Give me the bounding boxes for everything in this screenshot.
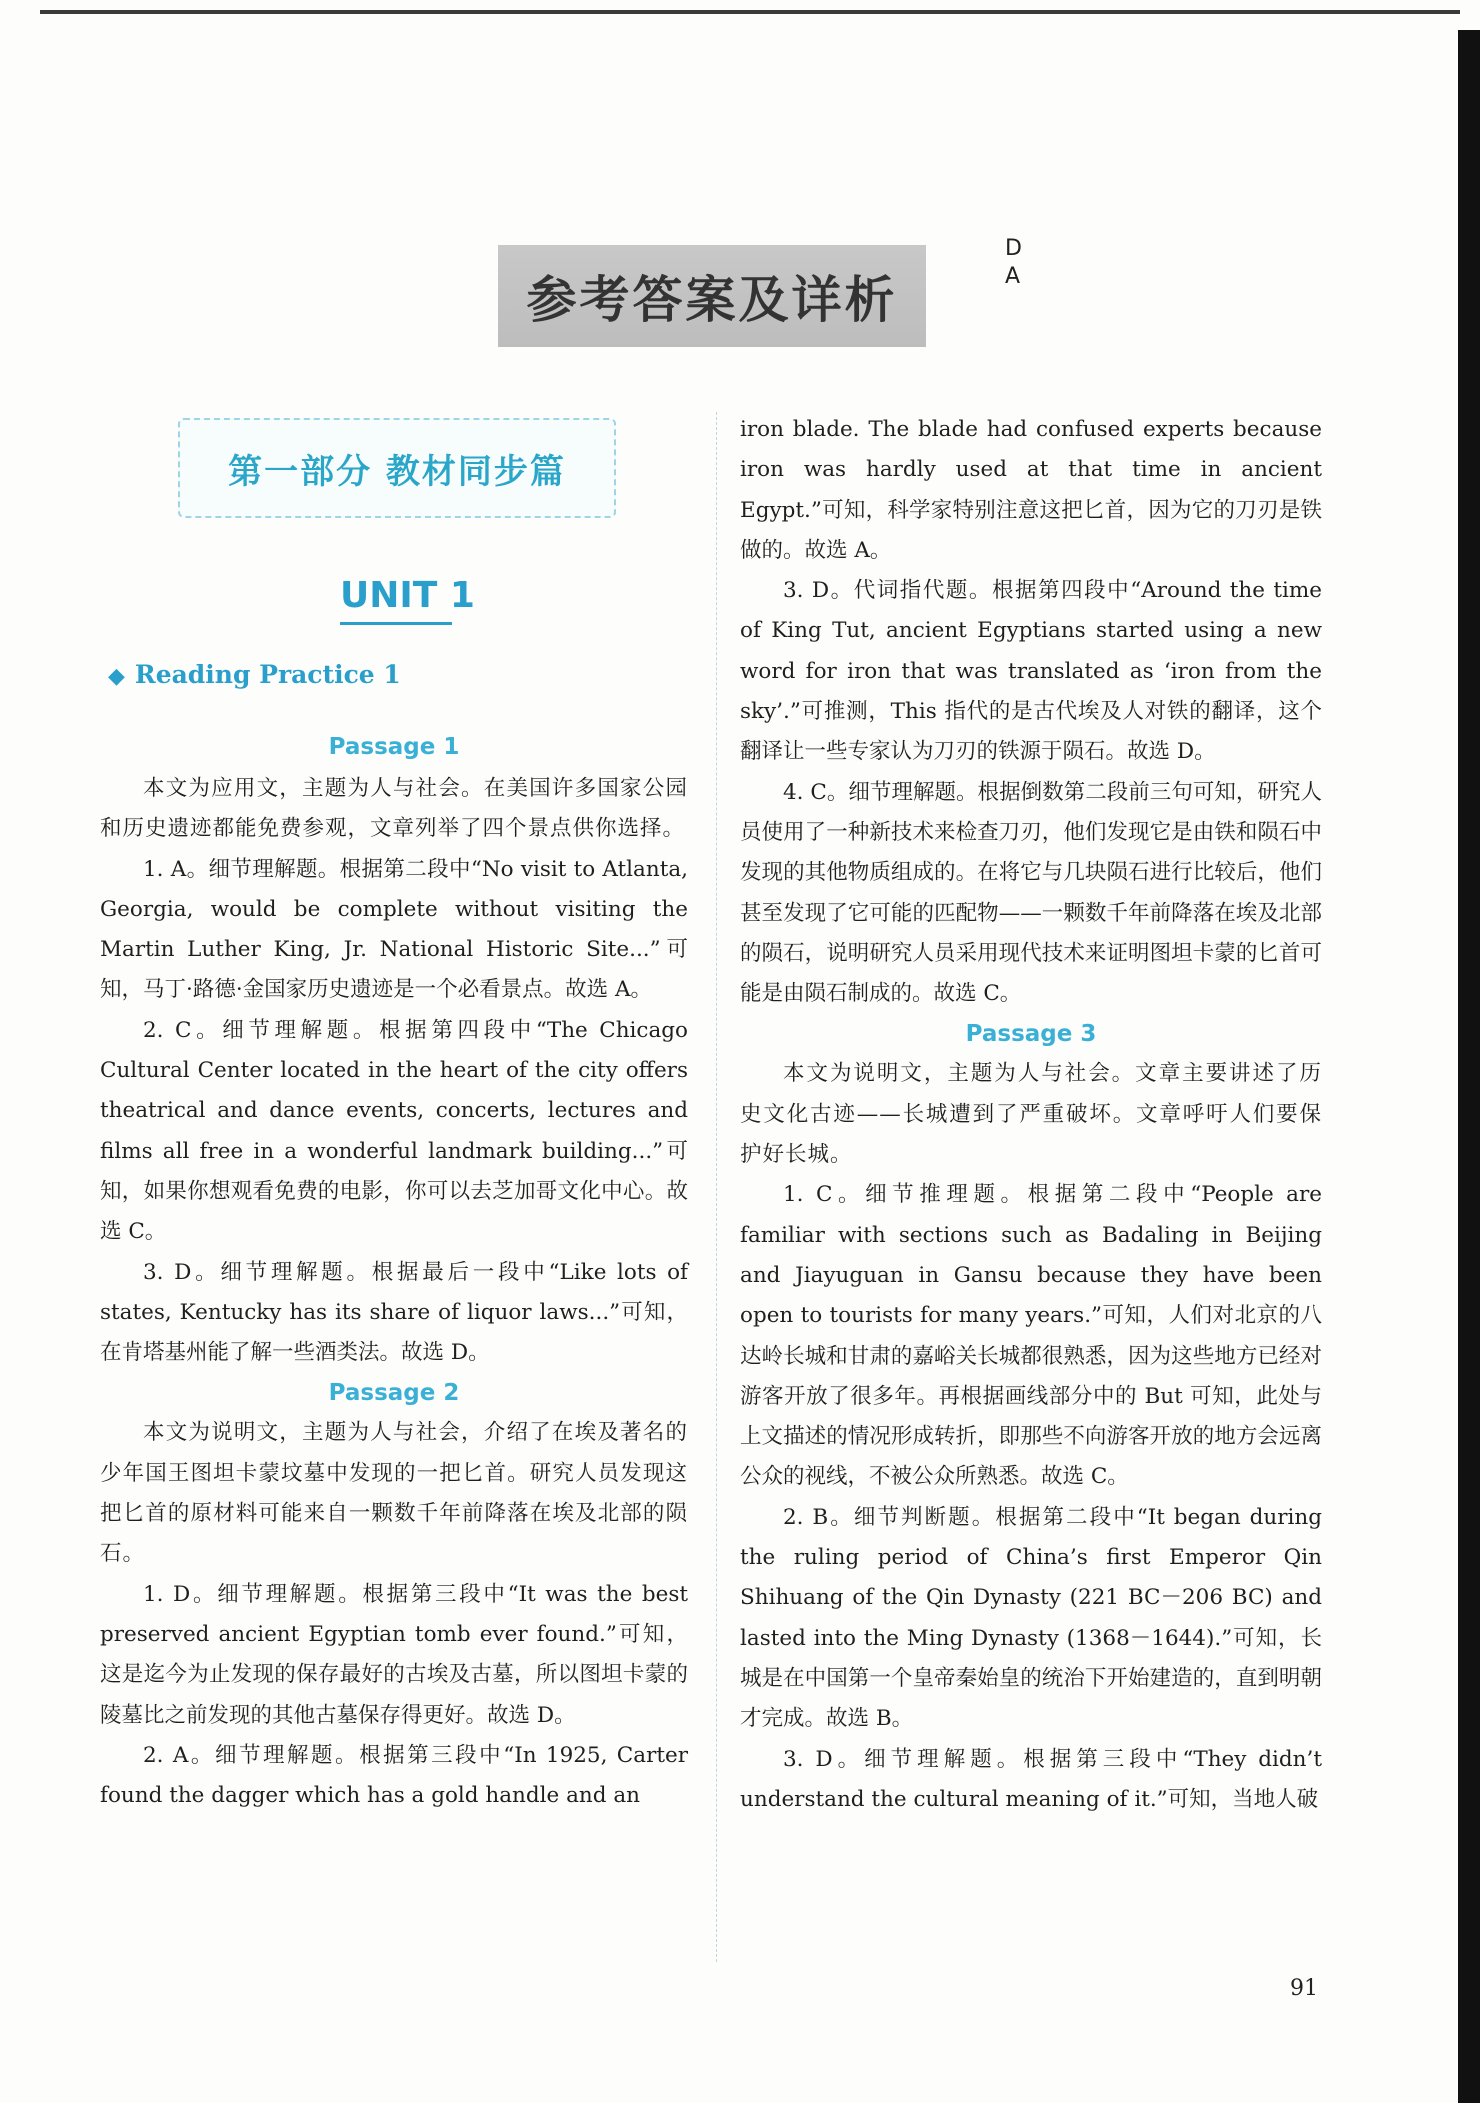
unit-heading: UNIT 1 — [340, 575, 475, 616]
passage-1-answer-1: 1. A。细节理解题。根据第二段中“No visit to Atlanta, Georgia, would be complete without visiting the Martin Luther King, Jr. National Historic Site...”可知，马丁·路德·金国家历史遗迹是一个必看景点。故选 A。 — [100, 856, 688, 1003]
passage-2-answer-4: 4. C。细节理解题。根据倒数第二段前三句可知，研究人员使用了一种新技术来检查刀刃，他们发现它是由铁和陨石中发现的其他物质组成的。在将它与几块陨石进行比较后，他们甚至发现了它可能的匹配物——一颗数千年前降落在埃及北部的陨石，说明研究人员采用现代技术来证明图坦卡蒙的匕首可能是由陨石制成的。故选 C。 — [740, 779, 1322, 1007]
corner-mark-d: D — [1005, 236, 1022, 261]
passage-1-answer-2: 2. C。细节理解题。根据第四段中“The Chicago Cultural Center located in the heart of the city offers theatrical and dance events, concerts, lectures and films all free in a wonderful landmark building...”可知，如果你想观看免费的电影，你可以去芝加哥文化中心。故选 C。 — [100, 1017, 688, 1245]
page-number: 91 — [1290, 1976, 1318, 2001]
unit-underline — [340, 622, 452, 625]
right-column — [740, 410, 1322, 1820]
passage-2-answer-2-continued: iron blade. The blade had confused experts because iron was hardly used at that time in ancient Egypt.”可知，科学家特别注意这把匕首，因为它的刀刃是铁做的。故选 A。 — [740, 417, 1322, 563]
part-title: 第一部分 教材同步篇 — [228, 451, 566, 492]
passage-3-intro: 本文为说明文，主题为人与社会。文章主要讲述了历史文化古迹——长城遭到了严重破坏。文章呼吁人们要保护好长城。 — [740, 1061, 1322, 1168]
title-band — [498, 245, 926, 347]
passage-3-answer-1: 1. C。细节推理题。根据第二段中“People are familiar with sections such as Badaling in Beijing and Jiayuguan in Gansu because they have been open to tourists for many years.”可知，人们对北京的八达岭长城和甘肃的嘉峪关长城都很熟悉，因为这些地方已经对游客开放了很多年。再根据画线部分中的 But 可知，此处与上文描述的情况形成转折，即那些不向游客开放的地方会远离公众的视线，不被公众所熟悉。故选 C。 — [740, 1182, 1322, 1490]
passage-3-answer-2: 2. B。细节判断题。根据第二段中“It began during the ruling period of China’s first Emperor Qin Shihuang of the Qin Dynasty (221 BC－206 BC) and lasted into the Ming Dynasty (1368－1644).”可知，长城是在中国第一个皇帝秦始皇的统治下开始建造的，直到明朝才完成。故选 B。 — [740, 1504, 1322, 1732]
passage-1-heading: Passage 1 — [328, 734, 460, 760]
passage-1-answer-3: 3. D。细节理解题。根据最后一段中“Like lots of states, Kentucky has its share of liquor laws...”可知，在肯塔基州能了解一些酒类法。故选 D。 — [100, 1259, 688, 1366]
diamond-icon: ◆ — [108, 663, 125, 689]
reading-practice-label: Reading Practice 1 — [134, 660, 401, 689]
column-divider — [716, 412, 717, 1962]
corner-mark-a: A — [1005, 264, 1021, 289]
passage-2-answer-3: 3. D。代词指代题。根据第四段中“Around the time of King Tut, ancient Egyptians started using a new word for iron that was translated as ‘iron from the sky’.”可推测，This 指代的是古代埃及人对铁的翻译，这个翻译让一些专家认为刀刃的铁源于陨石。故选 D。 — [740, 578, 1322, 765]
passage-1-intro: 本文为应用文，主题为人与社会。在美国许多国家公园和历史遗迹都能免费参观，文章列举了四个景点供你选择。 — [100, 776, 688, 842]
scan-edge-right — [1458, 30, 1480, 2103]
passage-2-intro: 本文为说明文，主题为人与社会，介绍了在埃及著名的少年国王图坦卡蒙坟墓中发现的一把匕首。研究人员发现这把匕首的原材料可能来自一颗数千年前降落在埃及北部的陨石。 — [100, 1420, 688, 1567]
scan-edge-top — [40, 10, 1460, 14]
passage-3-answer-3-start: 3. D。细节理解题。根据第三段中“They didn’t understand the cultural meaning of it.”可知，当地人破 — [740, 1746, 1322, 1812]
passage-3-heading: Passage 3 — [965, 1021, 1097, 1048]
reading-practice-heading — [108, 660, 401, 689]
page-title: 参考答案及详析 — [526, 271, 898, 329]
passage-2-answer-2-start: 2. A。细节理解题。根据第三段中“In 1925, Carter found the dagger which has a gold handle and an — [100, 1742, 688, 1809]
part-title-box — [178, 418, 616, 518]
left-column — [100, 725, 688, 1816]
passage-2-heading: Passage 2 — [328, 1380, 460, 1407]
passage-2-answer-1: 1. D。细节理解题。根据第三段中“It was the best preserved ancient Egyptian tomb ever found.”可知，这是迄今为止发现的保存最好的古埃及古墓，所以图坦卡蒙的陵墓比之前发现的其他古墓保存得更好。故选 D。 — [100, 1581, 688, 1728]
